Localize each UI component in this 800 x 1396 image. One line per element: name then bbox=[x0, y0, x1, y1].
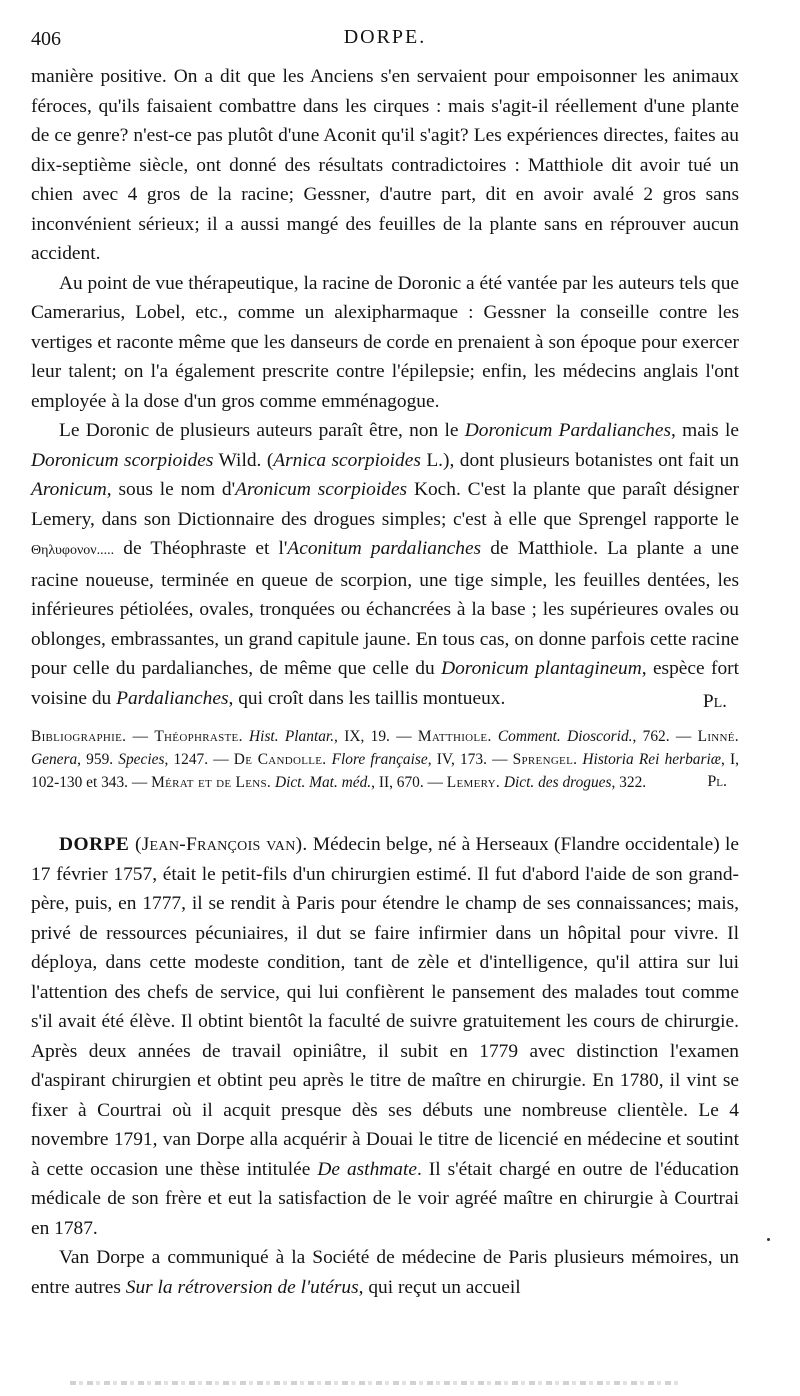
running-title: DORPE. bbox=[343, 26, 427, 48]
page-number: 406 bbox=[31, 28, 61, 50]
section-gap bbox=[31, 792, 739, 830]
entry-headword: DORPE bbox=[59, 834, 130, 855]
bibliography: Bibliographie. — Théophraste. Hist. Plantar., IX, 19. — Matthiole. Comment. Dioscorid., 762. — Linné. Genera, 959. Species, 1247. — De Candolle. Flore française, IV, 173. — Sprengel. Historia Rei herbariæ, I, 102-130 et 343. — Mérat et de Lens. Dict. Mat. méd., II, 670. — Lemery. Dict. des drogues, 322. Pl. bbox=[31, 728, 740, 791]
entry-paragraph: Van Dorpe a communiqué à la Société de médecine de Paris plusieurs mémoires, un entre autres Sur la rétroversion de l'utérus, qui reçut un accueil bbox=[31, 1247, 739, 1298]
article-body bbox=[31, 62, 739, 713]
page bbox=[31, 0, 739, 1302]
author-signature: Pl. bbox=[702, 691, 727, 712]
entry-name: (Jean-François van). bbox=[129, 834, 308, 855]
entry-dorpe bbox=[31, 830, 739, 1302]
paragraph: Au point de vue thérapeutique, la racine de Doronic a été vantée par les auteurs tels que Camerarius, Lobel, etc., comme un alexipharmaque : Gessner la conseille contre les vertiges et raconte même que les danseurs de corde en prenaient à son époque pour exercer leur talent; on l'a également prescrite contre l'épilepsie; enfin, les médecins anglais l'ont employée à la dose d'un gros comme emménagogue. bbox=[31, 272, 740, 412]
entry-paragraph: DORPE (Jean-François van). Médecin belge, né à Herseaux (Flandre occidentale) le 17 février 1757, était le petit-fils d'un chirurgien estimé. Il fut d'abord l'aide de son grand-père, puis, en 1777, il se rendit à Paris pour étendre le champ de ses connaissances; mais, privé de ressources pécuniaires, il dut se faire infirmier dans un hôpital pour vivre. Il déploya, dans cette modeste condition, tant de zèle et d'intelligence, qu'il attira sur lui l'attention des chefs de service, qui lui confièrent le pansement des malades tout comme s'il avait été élève. Il obtint bientôt la faculté de suivre gratuitement les cours de chirurgie. Après deux années de travail opiniâtre, il subit en 1779 avec distinction l'examen d'aspirant chirurgien et obtint peu après le titre de maître en chirurgie. En 1780, il vint se fixer à Courtrai où il acquit presque dès ses débuts une nombreuse clientèle. Le 4 novembre 1791, van Dorpe alla acquérir à Douai le titre de licencié en médecine et soutint à cette occasion une thèse intitulée De asthmate. Il s'était chargé en outre de l'éducation médicale de son frère et eut la satisfaction de le voir agréé maître en chirurgie à Courtrai en 1787. bbox=[31, 834, 739, 1239]
paragraph: manière positive. On a dit que les Anciens s'en servaient pour empoisonner les animaux féroces, qu'ils faisaient combattre dans les cirques : mais s'agit-il réellement d'une plante de ce genre? n'est-ce pas plutôt d'une Aconit qu'il s'agit? Les expériences directes, faites au dix-septième siècle, ont donné des résultats contradictoires : Matthiole dit avoir tué un chien avec 4 gros de la racine; Gessner, d'autre part, dit en avoir avalé 2 gros sans inconvénient sérieux; il a aussi mangé des feuilles de la plante sans en réprouver aucun accident. bbox=[31, 66, 739, 264]
bibliography-signature: Pl. bbox=[707, 773, 727, 790]
page-header bbox=[31, 0, 739, 62]
paragraph: Le Doronic de plusieurs auteurs paraît être, non le Doronicum Pardalianches, mais le Doronicum scorpioides Wild. (Arnica scorpioides L.), dont plusieurs botanistes ont fait un Aronicum, sous le nom d'Aronicum scorpioides Koch. C'est la plante que paraît désigner Lemery, dans son Dictionnaire des drogues simples; c'est à elle que Sprengel rapporte le Θηλυφονον..... de Théophraste et l'Aconitum pardalianches de Matthiole. La plante a une racine noueuse, terminée en queue de scorpion, une tige simple, les feuilles dentées, les inférieures pétiolées, ovales, tronquées ou échancrées à la base ; les supérieures ovales ou oblonges, embrassantes, un grand capitule jaune. En tous cas, on donne parfois cette racine pour celle du pardalianches, de même que celle du Doronicum plantagineum, espèce fort voisine du Pardalianches, qui croît dans les taillis montueux. bbox=[31, 420, 739, 709]
margin-mark bbox=[767, 1238, 770, 1241]
bleed-through-line bbox=[70, 1381, 680, 1385]
